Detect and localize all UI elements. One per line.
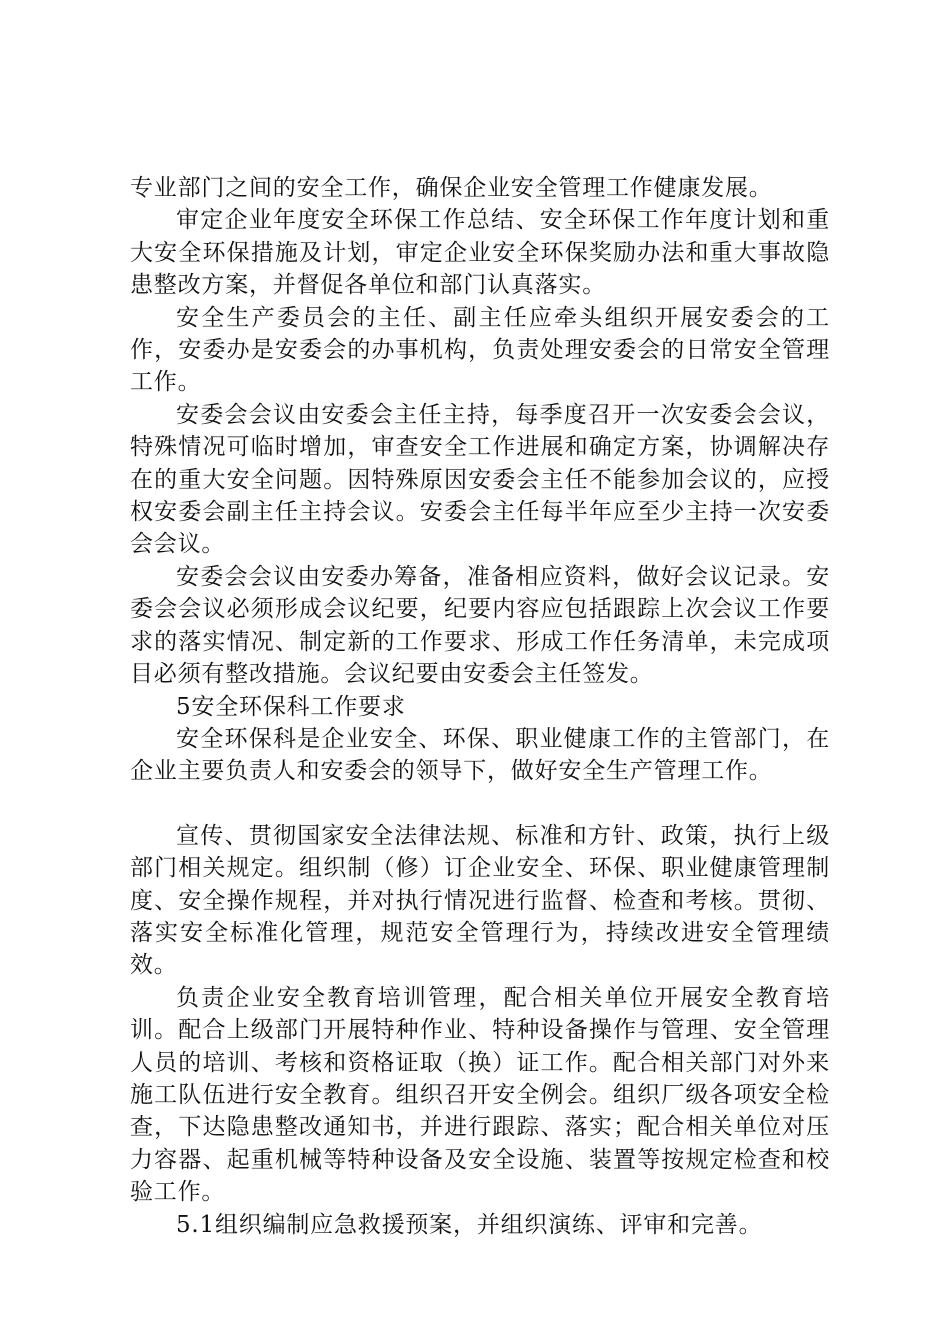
- section-heading-5: 5安全环保科工作要求: [176, 693, 406, 720]
- paragraph-spacer: [130, 788, 830, 820]
- paragraph-emergency-plan: 5.1组织编制应急救援预案，并组织演练、评审和完善。: [176, 1211, 763, 1238]
- paragraph-committee-meetings: 安委会会议由安委会主任主持，每季度召开一次安委会会议，特殊情况可临时增加，审查安全工作进展和确定方案，协调解决存在的重大安全问题。因特殊原因安委会主任不能参加会议的，应授权安委会副主任主持会议。安委会主任每半年应至少主持一次安委会会议。: [130, 401, 830, 558]
- paragraph-training: 负责企业安全教育培训管理，配合相关单位开展安全教育培训。配合上级部门开展特种作业、特种设备操作与管理、安全管理人员的培训、考核和资格证取（换）证工作。配合相关部门对外来施工队伍进行安全教育。组织召开安全例会。组织厂级各项安全检查，下达隐患整改通知书，并进行跟踪、落实；配合相关单位对压力容器、起重机械等特种设备及安全设施、装置等按规定检查和校验工作。: [130, 984, 830, 1206]
- paragraph-committee-leadership: 安全生产委员会的主任、副主任应牵头组织开展安委会的工作，安委办是安委会的办事机构，负责处理安委会的日常安全管理工作。: [130, 304, 830, 396]
- paragraph-continuation: 专业部门之间的安全工作，确保企业安全管理工作健康发展。: [130, 175, 773, 201]
- paragraph-meeting-minutes: 安委会会议由安委办筹备，准备相应资料，做好会议记录。安委会会议必须形成会议纪要，纪要内容应包括跟踪上次会议工作要求的落实情况、制定新的工作要求、形成工作任务清单，未完成项目必须有整改措施。会议纪要由安委会主任签发。: [130, 563, 830, 688]
- paragraph-annual-review: 审定企业年度安全环保工作总结、安全环保工作年度计划和重大安全环保措施及计划，审定企业安全环保奖励办法和重大事故隐患整改方案，并督促各单位和部门认真落实。: [130, 207, 830, 299]
- document-body: [130, 172, 830, 1241]
- paragraph-department-role: 安全环保科是企业安全、环保、职业健康工作的主管部门，在企业主要负责人和安委会的领导下，做好安全生产管理工作。: [130, 725, 830, 785]
- paragraph-regulations: 宣传、贯彻国家安全法律法规、标准和方针、政策，执行上级部门相关规定。组织制（修）订企业安全、环保、职业健康管理制度、安全操作规程，并对执行情况进行监督、检查和考核。贯彻、落实安全标准化管理，规范安全管理行为，持续改进安全管理绩效。: [130, 822, 830, 979]
